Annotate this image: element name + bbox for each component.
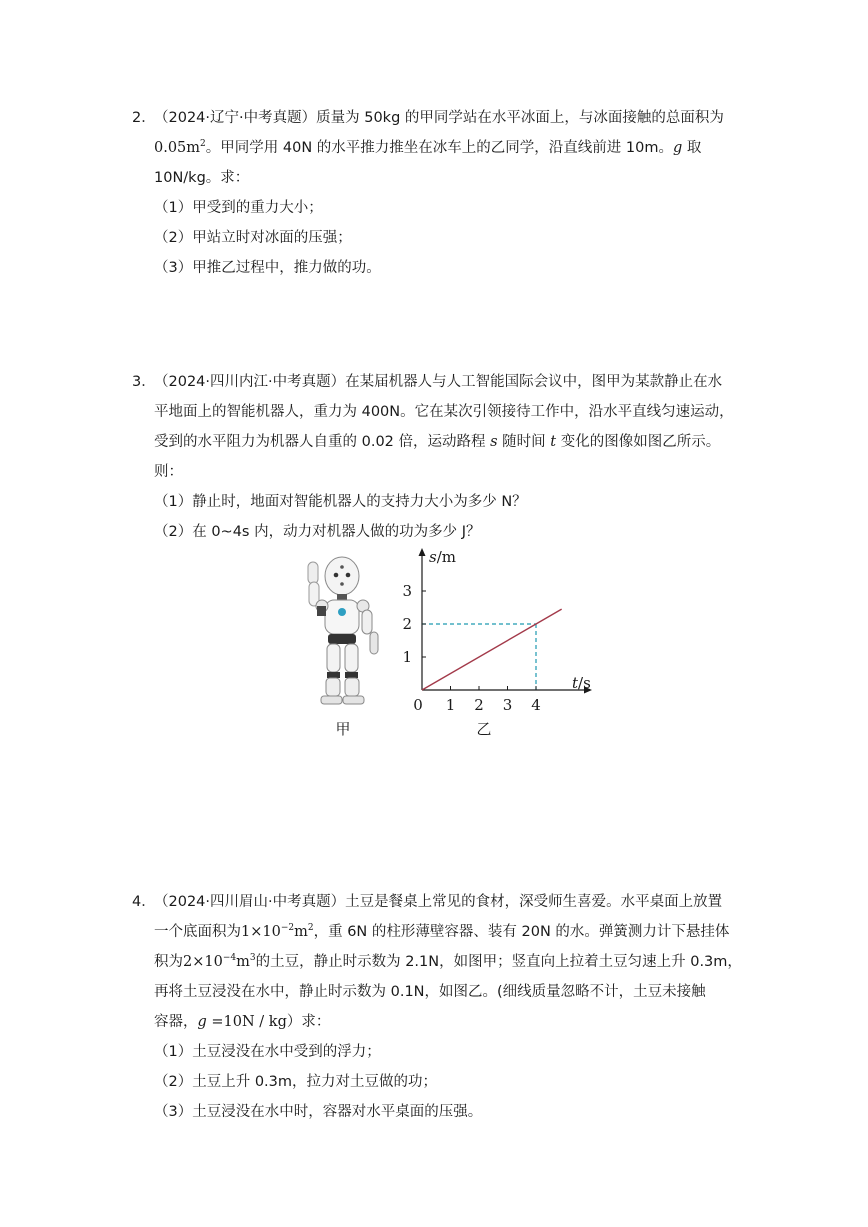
series-line xyxy=(422,609,562,690)
q4-line-2: 一个底面积为$1\times 10^{-2}m^2$，重 6N 的柱形薄壁容器、装有 20N 的水。弹簧测力计下悬挂体 xyxy=(154,923,730,940)
q4-line-4: 再将土豆浸没在水中，静止时示数为 0.1N，如图乙。(细线质量忽略不计，土豆未接触 xyxy=(154,984,706,1000)
y-tick-label: 2 xyxy=(402,615,412,633)
q2-sub-2: （2）甲站立时对冰面的压强； xyxy=(154,230,352,246)
q3-sub-1: （1）静止时，地面对智能机器人的支持力大小为多少 N？ xyxy=(154,494,527,510)
x-axis-label: t/s xyxy=(572,674,591,692)
question-2-number: 2． xyxy=(132,110,156,126)
q2-sub-3: （3）甲推乙过程中，推力做的功。 xyxy=(154,260,381,276)
q3-line-2: 平地面上的智能机器人，重力为 400N。它在某次引领接待工作中，沿水平直线匀速运动， xyxy=(154,404,734,420)
q3-figure-svg xyxy=(296,548,591,743)
x-tick-label: 0 xyxy=(413,696,423,714)
y-tick-label: 1 xyxy=(402,648,412,666)
y-axis-arrow xyxy=(419,548,426,556)
q4-sub-3: （3）土豆浸没在水中时，容器对水平桌面的压强。 xyxy=(154,1104,483,1120)
question-3-number: 3． xyxy=(132,374,156,390)
y-axis-label: s/m xyxy=(429,548,456,566)
q3-line-1: （2024·四川内江·中考真题）在某届机器人与人工智能国际会议中，图甲为某款静止在水 xyxy=(154,374,723,390)
q2-line-1: （2024·辽宁·中考真题）质量为 50kg 的甲同学站在水平冰面上，与冰面接触的总面积为 xyxy=(154,110,724,126)
q3-figure xyxy=(296,548,591,743)
q3-line-3: 受到的水平阻力为机器人自重的 0.02 倍，运动路程 s 随时间 t 变化的图像如图乙所示。 xyxy=(154,434,721,450)
x-tick-label: 2 xyxy=(474,696,484,714)
st-graph xyxy=(402,548,592,714)
q2-sub-1: （1）甲受到的重力大小； xyxy=(154,200,323,216)
q2-line-3: 10N/kg。求： xyxy=(154,170,250,186)
q2-line-2: $0.05m^2$。甲同学用 40N 的水平推力推坐在冰车上的乙同学，沿直线前进 10m。g 取 xyxy=(154,139,702,156)
question-4-number: 4． xyxy=(132,894,156,910)
x-tick-label: 3 xyxy=(502,696,513,714)
x-tick-label: 1 xyxy=(445,696,456,714)
figure-label-jia: 甲 xyxy=(335,720,351,738)
q4-line-3: 积为$2\times 10^{-4}m^3$的土豆，静止时示数为 2.1N，如图甲；竖直向上拉着土豆匀速上升 0.3m， xyxy=(154,953,742,970)
q3-sub-2: （2）在 0~4s 内，动力对机器人做的功为多少 J？ xyxy=(154,524,481,540)
q3-line-4: 则： xyxy=(154,464,183,480)
q4-line-1: （2024·四川眉山·中考真题）土豆是餐桌上常见的食材，深受师生喜爱。水平桌面上放置 xyxy=(154,894,723,910)
robot-illustration xyxy=(308,557,378,704)
q4-sub-1: （1）土豆浸没在水中受到的浮力； xyxy=(154,1044,381,1060)
y-tick-label: 3 xyxy=(402,582,412,600)
q4-line-5: 容器，g =10N / kg）求： xyxy=(154,1014,331,1030)
x-tick-label: 4 xyxy=(531,696,541,714)
q4-sub-2: （2）土豆上升 0.3m，拉力对土豆做的功； xyxy=(154,1074,438,1090)
figure-label-yi: 乙 xyxy=(476,720,492,738)
